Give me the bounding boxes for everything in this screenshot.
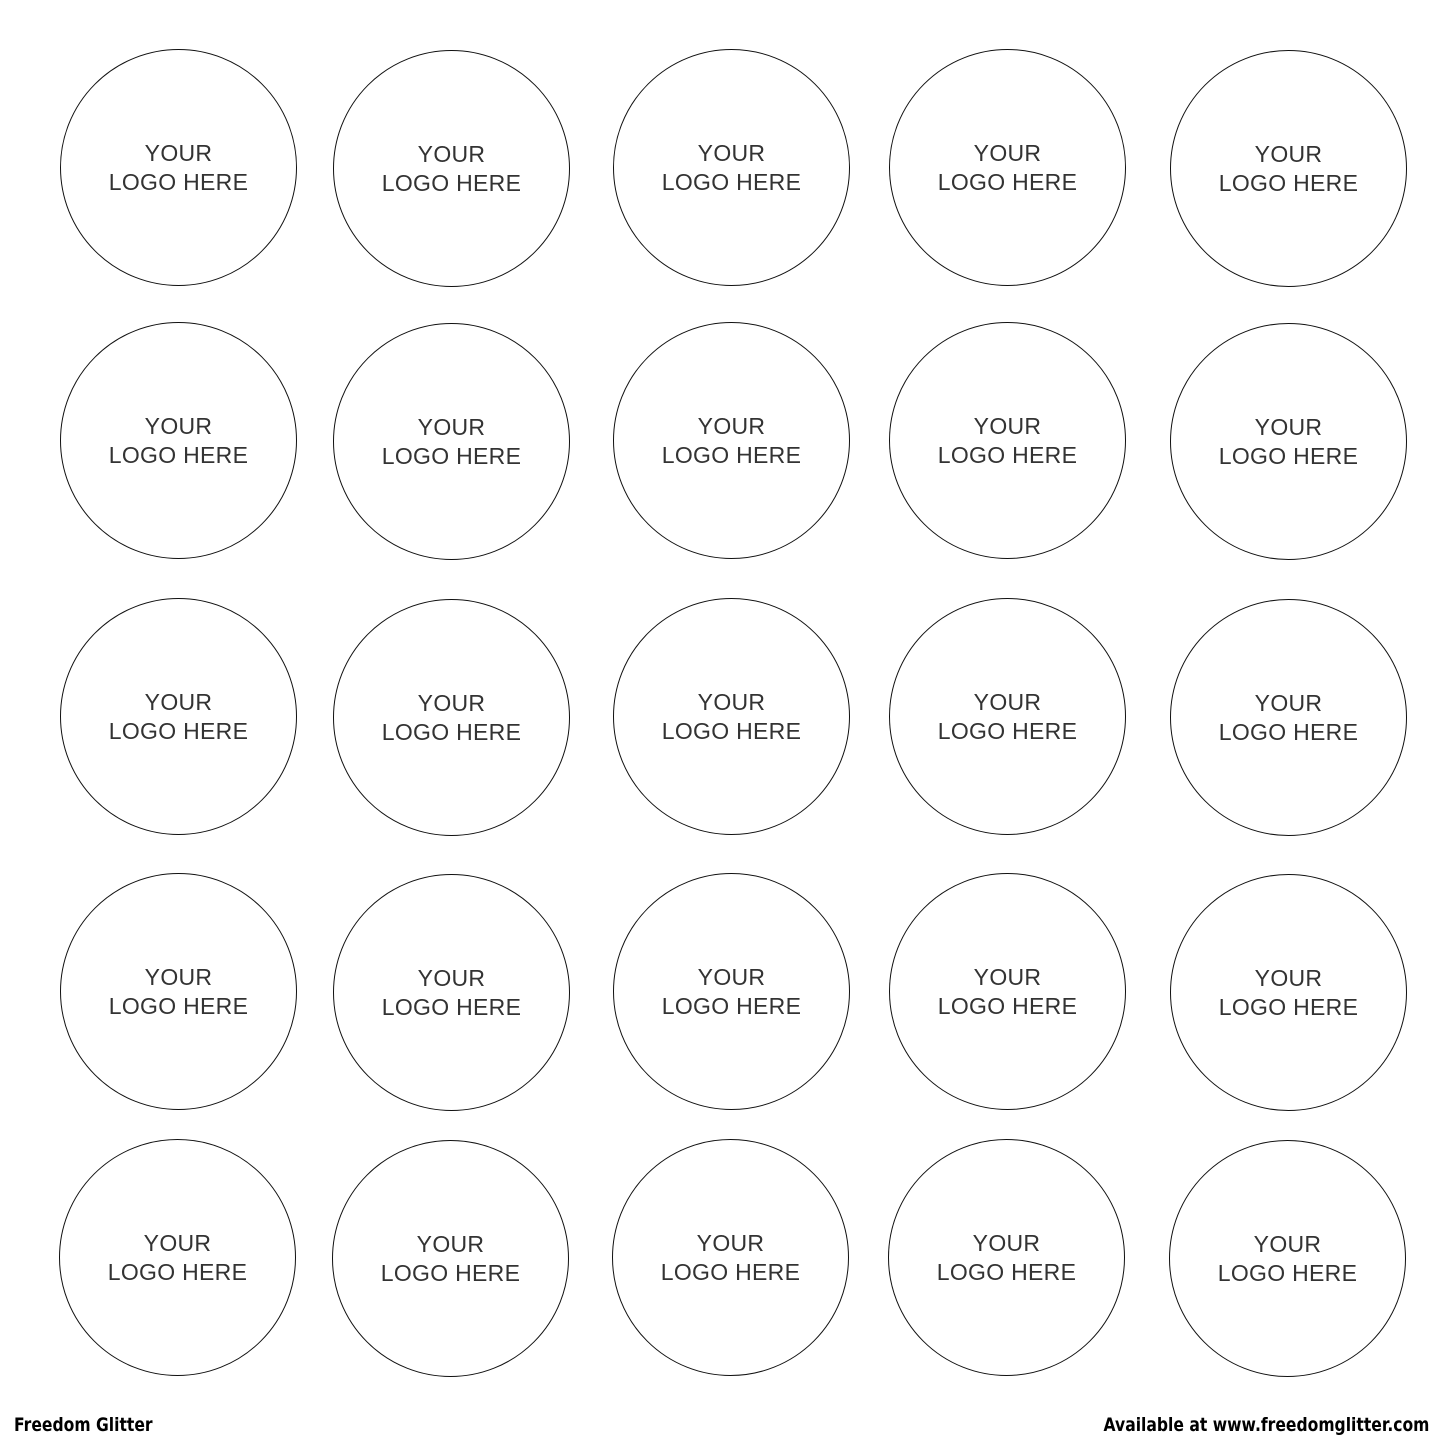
placeholder-text-line1: YOUR [973, 688, 1042, 715]
logo-placeholder-circle [889, 49, 1126, 286]
placeholder-text-line2: LOGO HERE [936, 1258, 1077, 1285]
placeholder-text-line1: YOUR [416, 1230, 485, 1257]
placeholder-text-line2: LOGO HERE [108, 992, 249, 1019]
placeholder-text-line1: YOUR [144, 412, 213, 439]
logo-placeholder-circle [59, 1139, 296, 1376]
logo-placeholder-circle [888, 1139, 1125, 1376]
placeholder-text-line1: YOUR [1254, 140, 1323, 167]
placeholder-text-line2: LOGO HERE [108, 168, 249, 195]
logo-placeholder-circle [60, 49, 297, 286]
placeholder-text-line2: LOGO HERE [1218, 169, 1359, 196]
placeholder-text-line1: YOUR [1254, 413, 1323, 440]
logo-placeholder-circle [889, 322, 1126, 559]
logo-placeholder-circle [612, 1139, 849, 1376]
logo-placeholder-circle [1170, 874, 1407, 1111]
placeholder-text-line1: YOUR [697, 688, 766, 715]
placeholder-text-line1: YOUR [973, 963, 1042, 990]
placeholder-text-line1: YOUR [697, 412, 766, 439]
logo-placeholder-circle [60, 322, 297, 559]
logo-placeholder-circle [613, 873, 850, 1110]
placeholder-text-line2: LOGO HERE [937, 168, 1078, 195]
placeholder-text-line1: YOUR [1254, 964, 1323, 991]
placeholder-text-line2: LOGO HERE [380, 1259, 521, 1286]
logo-placeholder-circle [333, 50, 570, 287]
logo-placeholder-circle [60, 598, 297, 835]
logo-placeholder-circle [1170, 599, 1407, 836]
logo-placeholder-circle [332, 1140, 569, 1377]
placeholder-text-line2: LOGO HERE [1218, 718, 1359, 745]
placeholder-text-line1: YOUR [144, 688, 213, 715]
placeholder-text-line1: YOUR [417, 964, 486, 991]
logo-placeholder-circle [333, 874, 570, 1111]
placeholder-text-line2: LOGO HERE [1217, 1259, 1358, 1286]
logo-placeholder-circle [613, 322, 850, 559]
placeholder-text-line1: YOUR [417, 140, 486, 167]
logo-placeholder-circle [1170, 323, 1407, 560]
placeholder-text-line2: LOGO HERE [108, 717, 249, 744]
placeholder-text-line2: LOGO HERE [661, 168, 802, 195]
availability-label: Available at www.freedomglitter.com [1103, 1414, 1429, 1436]
placeholder-text-line1: YOUR [417, 689, 486, 716]
placeholder-text-line2: LOGO HERE [1218, 993, 1359, 1020]
placeholder-text-line2: LOGO HERE [381, 442, 522, 469]
placeholder-text-line1: YOUR [696, 1229, 765, 1256]
placeholder-text-line2: LOGO HERE [937, 441, 1078, 468]
placeholder-text-line2: LOGO HERE [108, 441, 249, 468]
logo-placeholder-circle [889, 598, 1126, 835]
placeholder-text-line2: LOGO HERE [1218, 442, 1359, 469]
placeholder-text-line2: LOGO HERE [381, 993, 522, 1020]
placeholder-text-line1: YOUR [417, 413, 486, 440]
logo-placeholder-circle [60, 873, 297, 1110]
logo-placeholder-circle [613, 49, 850, 286]
placeholder-text-line2: LOGO HERE [660, 1258, 801, 1285]
placeholder-text-line1: YOUR [144, 139, 213, 166]
placeholder-text-line1: YOUR [972, 1229, 1041, 1256]
placeholder-text-line2: LOGO HERE [937, 992, 1078, 1019]
brand-label: Freedom Glitter [14, 1414, 153, 1436]
placeholder-text-line1: YOUR [697, 139, 766, 166]
logo-placeholder-circle [333, 599, 570, 836]
placeholder-text-line1: YOUR [1253, 1230, 1322, 1257]
logo-placeholder-circle [613, 598, 850, 835]
placeholder-text-line1: YOUR [144, 963, 213, 990]
placeholder-text-line2: LOGO HERE [381, 169, 522, 196]
placeholder-text-line2: LOGO HERE [937, 717, 1078, 744]
placeholder-text-line1: YOUR [1254, 689, 1323, 716]
placeholder-text-line1: YOUR [143, 1229, 212, 1256]
logo-placeholder-circle [1170, 50, 1407, 287]
placeholder-text-line1: YOUR [973, 412, 1042, 439]
placeholder-text-line1: YOUR [973, 139, 1042, 166]
placeholder-text-line2: LOGO HERE [661, 992, 802, 1019]
placeholder-text-line2: LOGO HERE [661, 717, 802, 744]
logo-placeholder-circle [1169, 1140, 1406, 1377]
placeholder-text-line2: LOGO HERE [381, 718, 522, 745]
logo-placeholder-circle [889, 873, 1126, 1110]
placeholder-text-line2: LOGO HERE [107, 1258, 248, 1285]
logo-placeholder-circle [333, 323, 570, 560]
placeholder-text-line1: YOUR [697, 963, 766, 990]
placeholder-text-line2: LOGO HERE [661, 441, 802, 468]
